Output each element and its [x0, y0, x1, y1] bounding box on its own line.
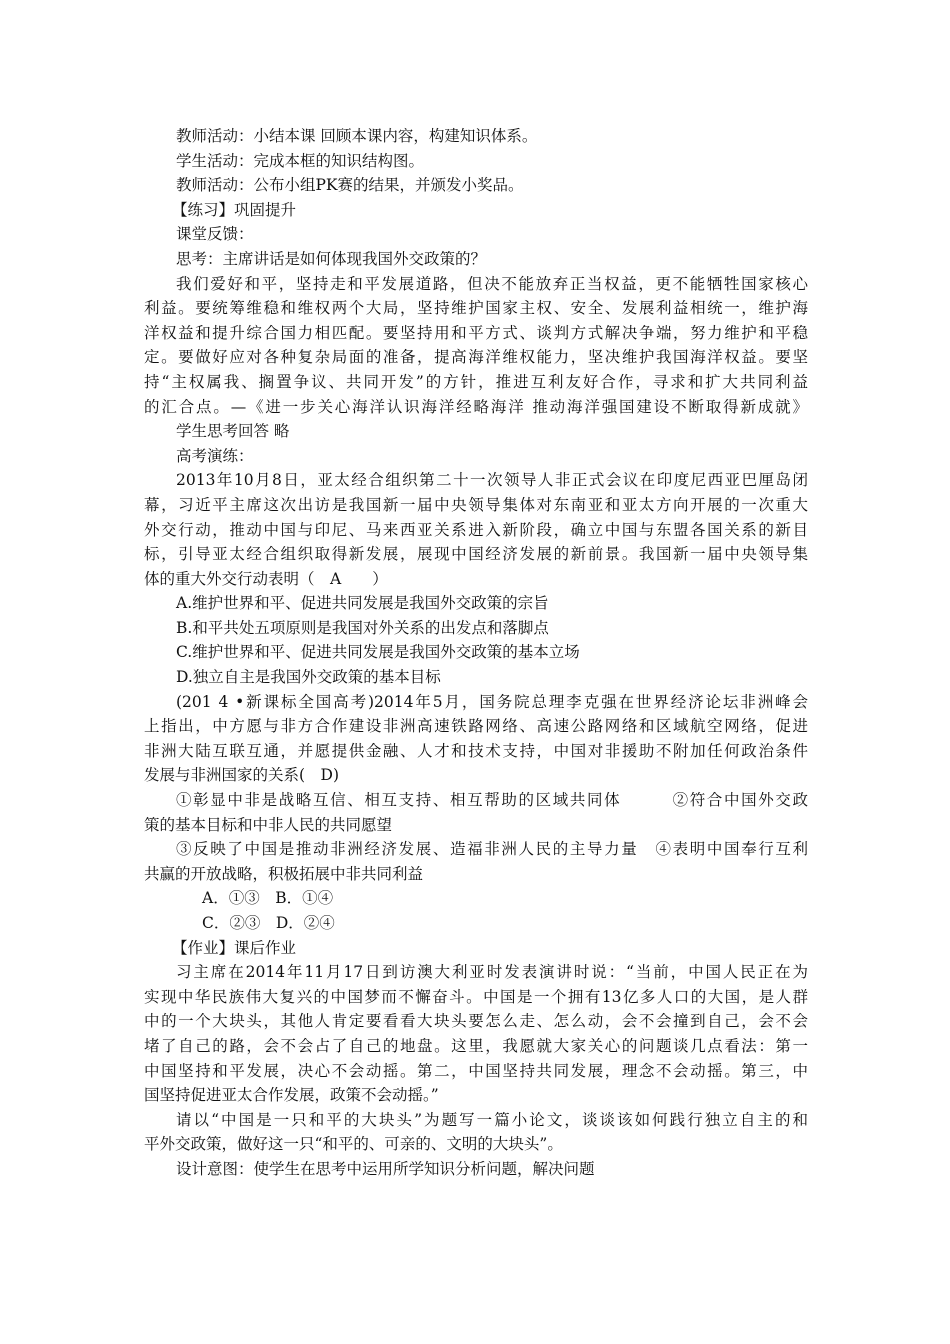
- text-line: 【练习】巩固提升: [172, 200, 297, 219]
- text-line: 的汇合点。—《进一步关心海洋认识海洋经略海洋 推动海洋强国建设不断取得新成就》: [144, 397, 808, 416]
- text-line: 设计意图：使学生在思考中运用所学知识分析问题，解决问题: [176, 1159, 595, 1178]
- text-line: A.维护世界和平、促进共同发展是我国外交政策的宗旨: [176, 594, 549, 613]
- text-line: 非洲大陆互联互通，并愿提供金融、人才和技术支持，中国对非援助不附加任何政治条件: [144, 741, 808, 760]
- text-line: 教师活动：公布小组PK赛的结果，并颁发小奖品。: [176, 176, 524, 195]
- text-line: 国坚持促进亚太合作发展，政策不会动摇。”: [144, 1086, 439, 1105]
- document-body: [144, 124, 808, 1182]
- text-line: 体的重大外交行动表明（ A ）: [144, 569, 388, 588]
- text-line: 2013年10月8日，亚太经合组织第二十一次领导人非正式会议在印度尼西亚巴厘岛闭: [176, 471, 808, 490]
- text-line: 学生活动：完成本框的知识结构图。: [176, 151, 425, 170]
- text-line: 课堂反馈：: [176, 225, 254, 244]
- text-line: 教师活动：小结本课 回顾本课内容，构建知识体系。: [176, 127, 538, 145]
- text-line: A．①③ B．①④: [202, 889, 334, 908]
- text-line: D.独立自主是我国外交政策的基本目标: [176, 668, 441, 687]
- text-line: 平外交政策，做好这一只“和平的、可亲的、文明的大块头”。: [144, 1135, 563, 1154]
- text-line: 我们爱好和平，坚持走和平发展道路，但决不能放弃正当权益，更不能牺牲国家核心: [176, 274, 808, 293]
- text-line: 幕，习近平主席这次出访是我国新一届中央领导集体对东南亚和亚太方向开展的一次重大: [144, 495, 808, 514]
- text-line: ①彰显中非是战略互信、相互支持、相互帮助的区域共同体 ②符合中国外交政: [176, 791, 808, 810]
- text-line: 共赢的开放战略，积极拓展中非共同利益: [144, 864, 424, 883]
- text-line: 习主席在2014年11月17日到访澳大利亚时发表演讲时说：“当前，中国人民正在为: [176, 963, 808, 982]
- text-line: 发展与非洲国家的关系( D): [144, 766, 340, 785]
- text-line: 高考演练：: [176, 446, 254, 465]
- text-line: 堵了自己的路，会不会占了自己的地盘。这里，我愿就大家关心的问题谈几点看法：第一: [144, 1036, 808, 1055]
- text-line: ③反映了中国是推动非洲经济发展、造福非洲人民的主导力量 ④表明中国奉行互利: [176, 840, 808, 859]
- text-line: 外交行动，推动中国与印尼、马来西亚关系进入新阶段，确立中国与东盟各国关系的新目: [144, 520, 808, 539]
- text-line: 思考：主席讲话是如何体现我国外交政策的？: [176, 249, 487, 268]
- text-line: C.维护世界和平、促进共同发展是我国外交政策的基本立场: [176, 643, 580, 662]
- text-line: 标，引导亚太经合组织取得新发展，展现中国经济发展的新前景。我国新一届中央领导集: [144, 545, 808, 564]
- text-line: 利益。要统筹维稳和维权两个大局，坚持维护国家主权、安全、发展利益相统一，维护海: [144, 299, 808, 318]
- text-line: 中国坚持和平发展，决心不会动摇。第二，中国坚持共同发展，理念不会动摇。第三，中: [144, 1061, 808, 1080]
- text-line: C．②③ D．②④: [202, 914, 335, 932]
- text-line: 【作业】课后作业: [172, 938, 297, 957]
- text-line: 请以“中国是一只和平的大块头”为题写一篇小论文，谈谈该如何践行独立自主的和: [176, 1110, 808, 1129]
- text-line: 实现中华民族伟大复兴的中国梦而不懈奋斗。中国是一个拥有13亿多人口的大国，是人群: [144, 987, 808, 1006]
- text-line: B.和平共处五项原则是我国对外关系的出发点和落脚点: [176, 618, 549, 637]
- text-line: (201 4 •新课标全国高考)2014年5月，国务院总理李克强在世界经济论坛非洲峰会: [176, 692, 808, 711]
- text-line: 策的基本目标和中非人民的共同愿望: [144, 815, 393, 834]
- text-line: 学生思考回答 略: [176, 422, 290, 441]
- text-line: 洋权益和提升综合国力相匹配。要坚持用和平方式、谈判方式解决争端，努力维护和平稳: [144, 323, 808, 342]
- text-line: 定。要做好应对各种复杂局面的准备，提高海洋维权能力，坚决维护我国海洋权益。要坚: [144, 348, 808, 367]
- text-line: 上指出，中方愿与非方合作建设非洲高速铁路网络、高速公路网络和区域航空网络，促进: [144, 717, 808, 736]
- text-line: 中的一个大块头，其他人肯定要看看大块头要怎么走、怎么动，会不会撞到自己，会不会: [144, 1012, 808, 1031]
- text-line: 持“主权属我、搁置争议、共同开发”的方针，推进互利友好合作，寻求和扩大共同利益: [144, 372, 808, 391]
